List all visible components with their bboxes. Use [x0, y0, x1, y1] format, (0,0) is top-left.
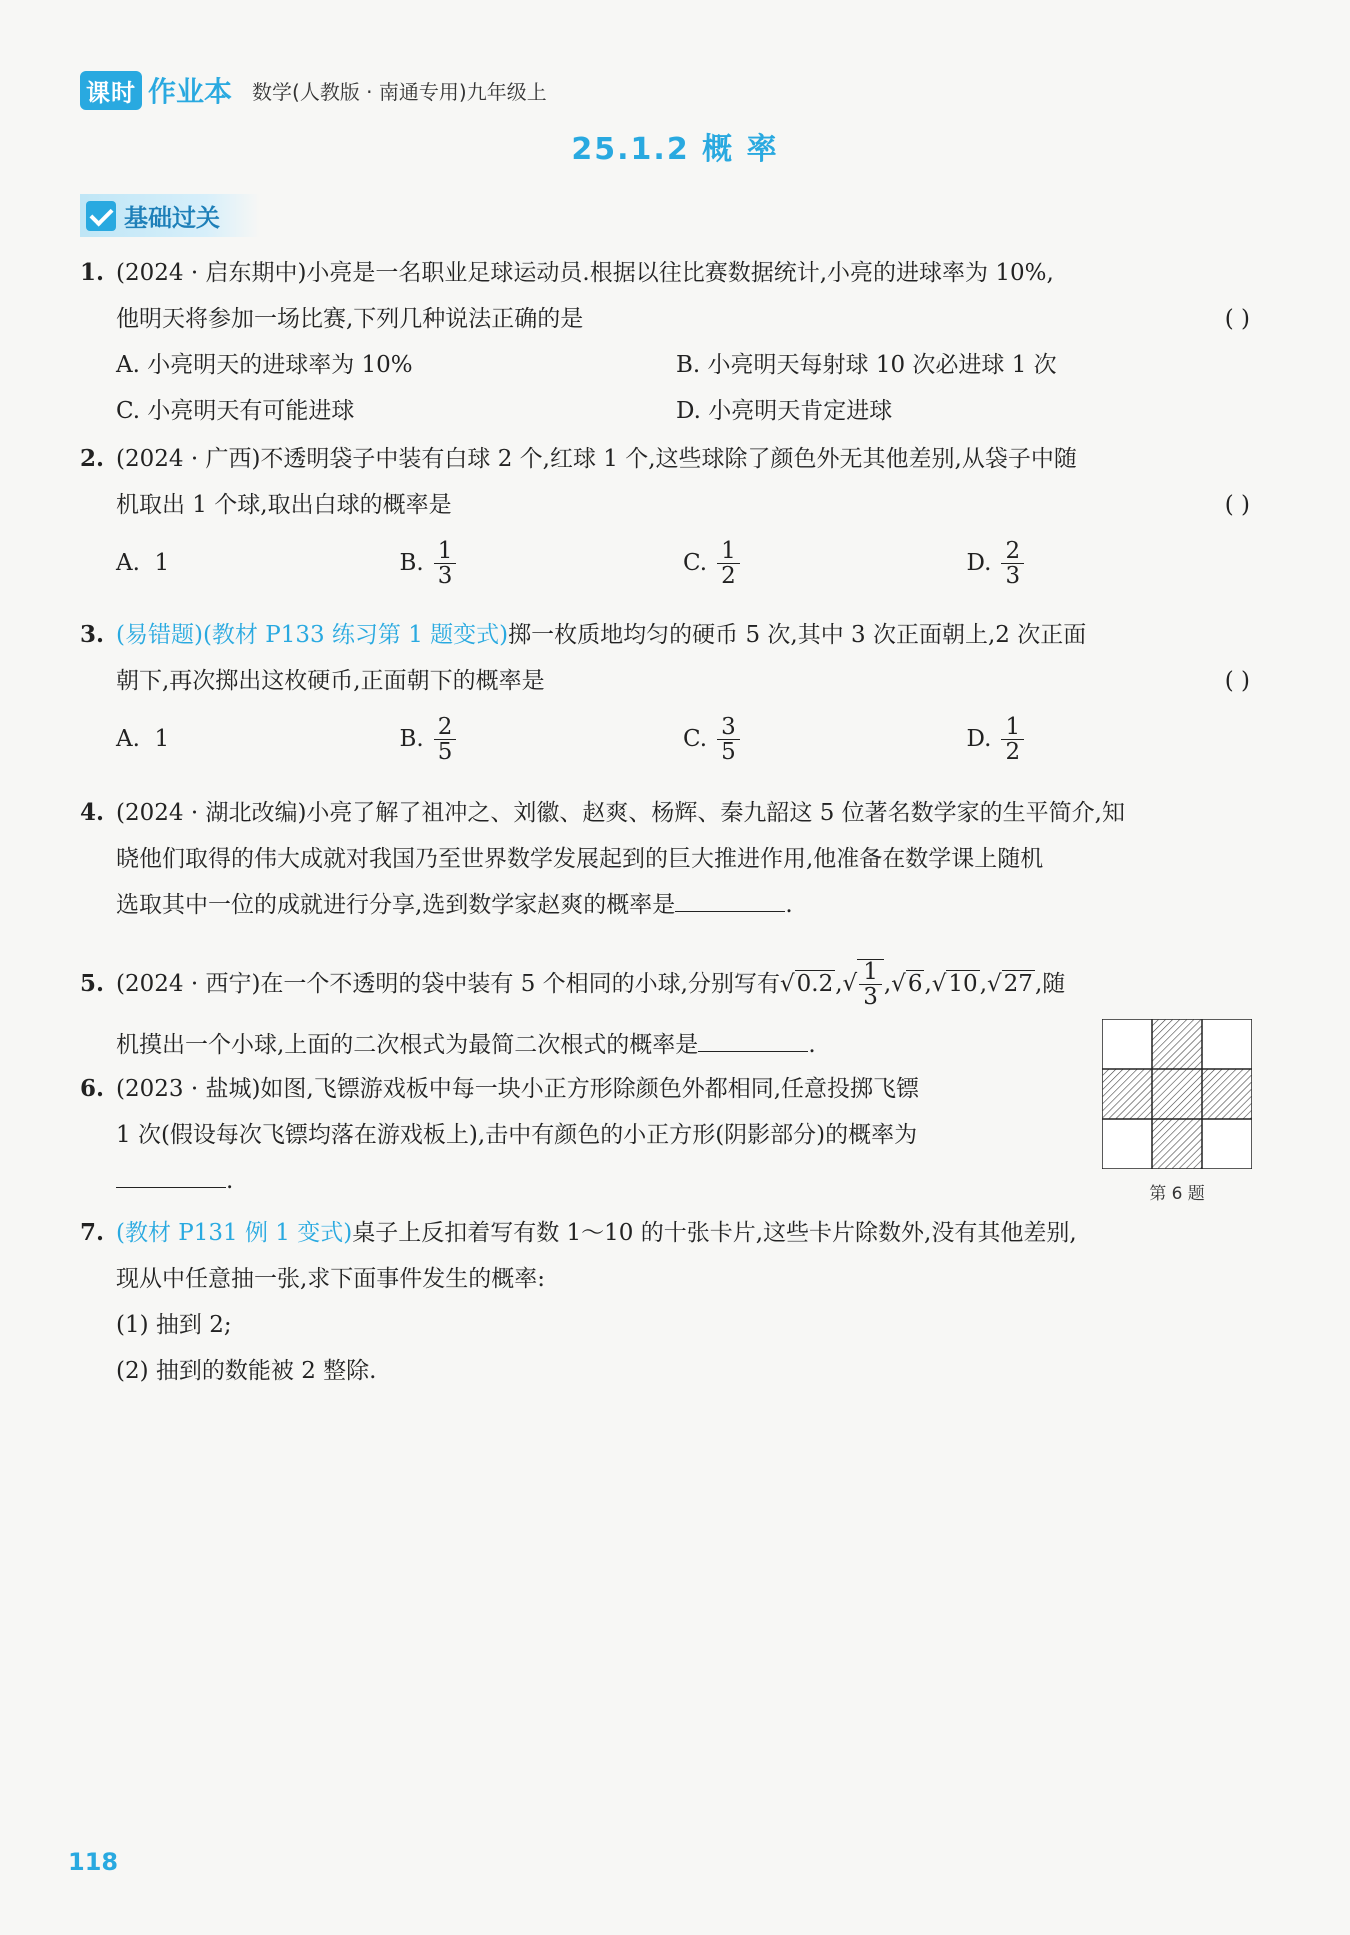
option-b: B. $\frac{2}{5}$: [400, 704, 684, 774]
brand-name: 作业本: [148, 75, 233, 108]
question-text: 晓他们取得的伟大成就对我国乃至世界数学发展起到的巨大推进作用,他准备在数学课上随机: [116, 846, 1044, 872]
sub-question-2: (2) 抽到的数能被 2 整除.: [116, 1358, 377, 1384]
option-c: C. $\frac{1}{2}$: [683, 528, 967, 598]
question-text: 机取出 1 个球,取出白球的概率是: [116, 492, 452, 518]
radical-4: √10: [931, 971, 978, 997]
shaded-cell: [1102, 1069, 1152, 1119]
question-text: 小亮是一名职业足球运动员.根据以往比赛数据统计,小亮的进球率为 10%,: [306, 260, 1054, 286]
question-source: (教材 P133 练习第 1 题变式): [202, 622, 509, 648]
question-text: 小亮了解了祖冲之、刘徽、赵爽、杨辉、秦九韶这 5 位著名数学家的生平简介,知: [306, 800, 1125, 826]
option-d: D. $\frac{2}{3}$: [967, 528, 1251, 598]
question-text: 选取其中一位的成就进行分享,选到数学家赵爽的概率是: [116, 892, 676, 918]
question-text: 朝下,再次掷出这枚硬币,正面朝下的概率是: [116, 668, 545, 694]
question-text: 在一个不透明的袋中装有 5 个相同的小球,分别写有: [260, 971, 780, 997]
question-number: 1.: [80, 259, 105, 286]
option-c: C. $\frac{3}{5}$: [683, 704, 967, 774]
question-2: [80, 436, 1250, 598]
question-source: (2024 · 广西): [116, 446, 261, 472]
radical-3: √6: [891, 971, 923, 997]
question-source: (2024 · 西宁): [116, 971, 261, 997]
answer-blank[interactable]: [698, 1025, 808, 1052]
shaded-cell: [1202, 1069, 1252, 1119]
question-text: 机摸出一个小球,上面的二次根式为最简二次根式的概率是: [116, 1032, 699, 1058]
answer-blank[interactable]: [116, 1161, 226, 1188]
radical-2: √ $\frac{1}{3}$: [843, 959, 884, 1009]
question-tag: (易错题): [116, 622, 203, 648]
question-7: [80, 1210, 1250, 1394]
page-number: 118: [68, 1848, 119, 1876]
shaded-cell: [1152, 1019, 1202, 1069]
banner-label: 基础过关: [124, 204, 220, 232]
radical-5: √27: [987, 971, 1033, 997]
question-source: (2024 · 湖北改编): [116, 800, 307, 826]
brand-logo: 课时: [80, 71, 142, 110]
question-text: 现从中任意抽一张,求下面事件发生的概率:: [116, 1266, 546, 1292]
option-c: C. 小亮明天有可能进球: [116, 398, 355, 424]
dart-board-figure: [1102, 1019, 1252, 1169]
question-1: [80, 250, 1250, 434]
answer-paren: ( ): [1224, 668, 1250, 694]
option-d: D. $\frac{1}{2}$: [967, 704, 1251, 774]
question-6: 6. (2023 · 盐城)如图,飞镖游戏板中每一块小正方形除颜色外都相同,任意投掷飞镖 1 次(假设每次飞镖均落在游戏板上),击中有颜色的小正方形(阴影部分)的概率为 .: [80, 1066, 1090, 1204]
option-b: B. 小亮明天每射球 10 次必进球 1 次: [676, 352, 1057, 378]
header-brand: [80, 70, 547, 110]
question-text: 如图,飞镖游戏板中每一块小正方形除颜色外都相同,任意投掷飞镖: [260, 1076, 920, 1102]
question-source: (2023 · 盐城): [116, 1076, 261, 1102]
question-number: 6.: [80, 1075, 105, 1102]
shaded-cell: [1152, 1119, 1202, 1169]
question-text: 他明天将参加一场比赛,下列几种说法正确的是: [116, 306, 584, 332]
question-5: 5. (2024 · 西宁) 在一个不透明的袋中装有 5 个相同的小球,分别写有 √0.2 , √ $\frac{1}{3}$ , √6 , √10 , √27 ,随 机摸出一个小球,上面的二次根式为最简二次根式的概率是 .: [80, 959, 1066, 1058]
question-source: (2024 · 启东期中): [116, 260, 307, 286]
question-4: 4. (2024 · 湖北改编)小亮了解了祖冲之、刘徽、赵爽、杨辉、秦九韶这 5 位著名数学家的生平简介,知 晓他们取得的伟大成就对我国乃至世界数学发展起到的巨大推进作用,他准备在数学课上随机 选取其中一位的成就进行分享,选到数学家赵爽的概率是 .: [80, 790, 1250, 928]
checkbox-icon: [86, 201, 116, 231]
question-3: [80, 612, 1250, 774]
question-text: 1 次(假设每次飞镖均落在游戏板上),击中有颜色的小正方形(阴影部分)的概率为: [116, 1122, 918, 1148]
question-number: 5.: [80, 970, 105, 997]
answer-blank[interactable]: [675, 885, 785, 912]
answer-paren: ( ): [1224, 306, 1250, 332]
section-title: 25.1.2 概 率: [571, 132, 779, 167]
figure-caption: 第 6 题: [1149, 1184, 1205, 1204]
option-a: A. 1: [116, 726, 170, 752]
option-a: A. 小亮明天的进球率为 10%: [116, 352, 413, 378]
question-text: 掷一枚质地均匀的硬币 5 次,其中 3 次正面朝上,2 次正面: [508, 622, 1087, 648]
question-number: 7.: [80, 1219, 105, 1246]
question-text: 不透明袋子中装有白球 2 个,红球 1 个,这些球除了颜色外无其他差别,从袋子中随: [260, 446, 1077, 472]
option-b: B. $\frac{1}{3}$: [400, 528, 684, 598]
sub-question-1: (1) 抽到 2;: [116, 1312, 232, 1338]
shaded-cell: [1152, 1069, 1202, 1119]
question-number: 2.: [80, 445, 105, 472]
question-number: 3.: [80, 621, 105, 648]
question-text: 桌子上反扣着写有数 1～10 的十张卡片,这些卡片除数外,没有其他差别,: [352, 1220, 1077, 1246]
option-d: D. 小亮明天肯定进球: [676, 398, 893, 424]
option-a: A. 1: [116, 550, 170, 576]
question-number: 4.: [80, 799, 105, 826]
answer-paren: ( ): [1224, 492, 1250, 518]
radical-1: √0.2: [780, 971, 834, 997]
section-banner: [80, 194, 260, 237]
question-source: (教材 P131 例 1 变式): [116, 1220, 353, 1246]
book-title: 数学(人教版 · 南通专用)九年级上: [252, 79, 547, 104]
